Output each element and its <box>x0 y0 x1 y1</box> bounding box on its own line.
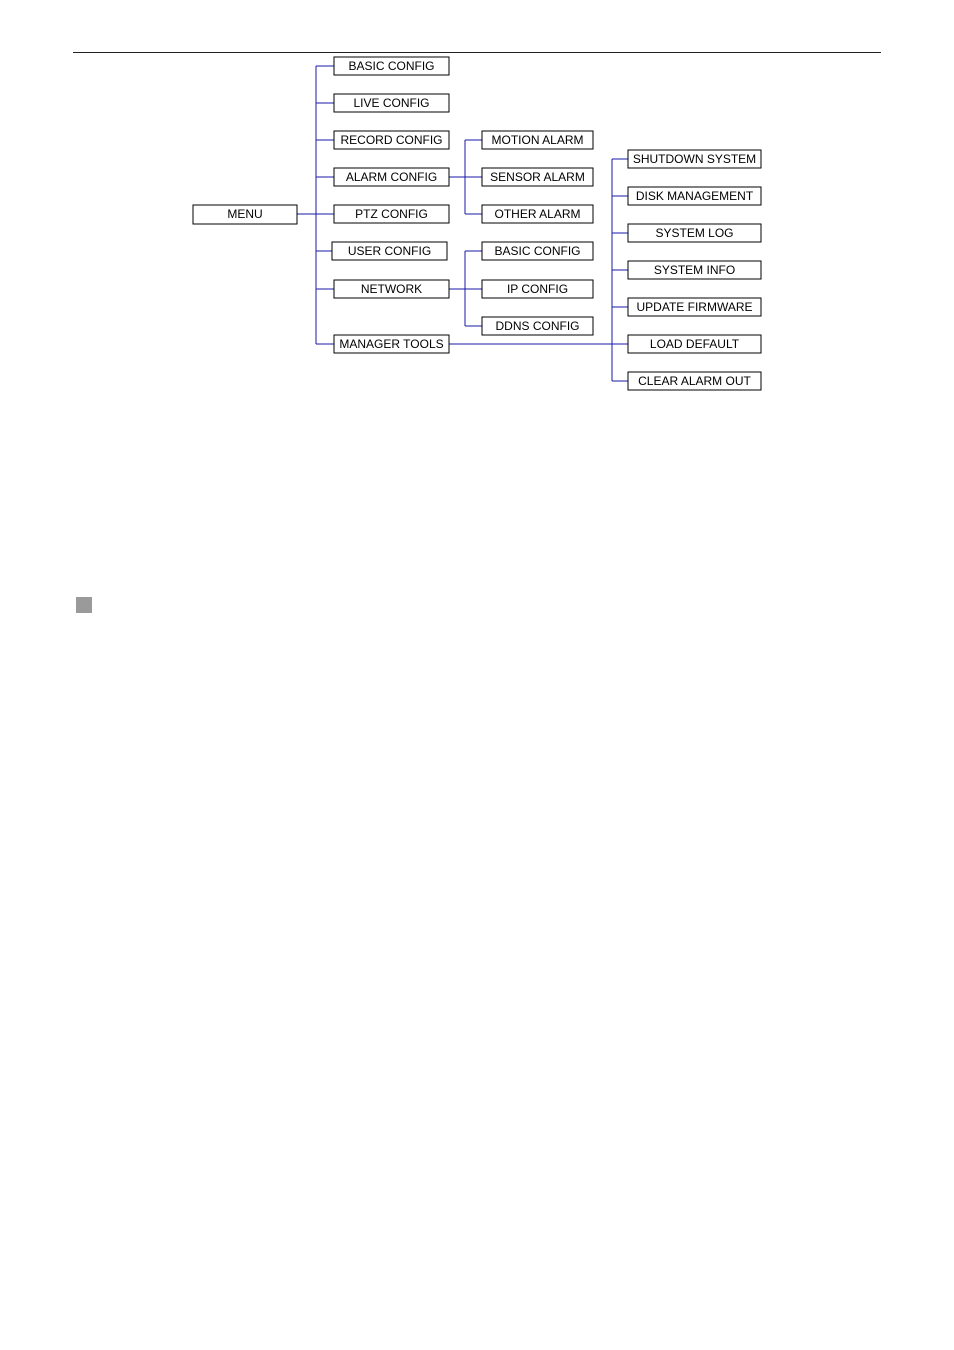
node-label: LOAD DEFAULT <box>649 337 740 351</box>
manager-tools-connectors <box>449 159 628 381</box>
node-label: CLEAR ALARM OUT <box>638 374 751 388</box>
node-sensor-alarm <box>482 168 593 186</box>
node-label: UPDATE FIRMWARE <box>636 300 753 314</box>
node-alarm-config <box>334 168 449 186</box>
node-menu-label: MENU <box>227 207 263 221</box>
node-label: BASIC CONFIG <box>348 59 435 73</box>
node-user-config <box>332 242 447 260</box>
node-load-default <box>628 335 761 353</box>
node-manager-tools <box>334 335 449 353</box>
menu-connectors <box>297 66 334 344</box>
node-basic-config <box>334 57 449 75</box>
node-motion-alarm <box>482 131 593 149</box>
node-clear-alarm-out <box>628 372 761 390</box>
menu-tree-diagram <box>0 0 954 420</box>
node-label: PTZ CONFIG <box>355 207 428 221</box>
node-label: SENSOR ALARM <box>490 170 585 184</box>
node-label: BASIC CONFIG <box>494 244 581 258</box>
node-ip-config <box>482 280 593 298</box>
node-network <box>334 280 449 298</box>
network-connectors <box>449 251 482 326</box>
node-record-config <box>334 131 449 149</box>
node-menu <box>193 205 297 224</box>
node-label: SYSTEM INFO <box>653 263 736 277</box>
node-label: IP CONFIG <box>506 282 569 296</box>
node-network-basic-config <box>482 242 593 260</box>
node-label: SHUTDOWN SYSTEM <box>632 152 757 166</box>
node-label: OTHER ALARM <box>494 207 581 221</box>
node-label: MOTION ALARM <box>491 133 584 147</box>
node-ptz-config <box>334 205 449 223</box>
node-label: MANAGER TOOLS <box>339 337 444 351</box>
node-label: SYSTEM LOG <box>655 226 734 240</box>
node-system-log <box>628 224 761 242</box>
node-live-config <box>334 94 449 112</box>
node-disk-management <box>628 187 761 205</box>
node-label: ALARM CONFIG <box>345 170 438 184</box>
node-update-firmware <box>628 298 761 316</box>
node-other-alarm <box>482 205 593 223</box>
node-ddns-config <box>482 317 593 335</box>
node-label: DDNS CONFIG <box>495 319 580 333</box>
node-label: DISK MANAGEMENT <box>635 189 754 203</box>
node-label: RECORD CONFIG <box>340 133 443 147</box>
node-label: NETWORK <box>360 282 423 296</box>
node-label: USER CONFIG <box>347 244 432 258</box>
alarm-connectors <box>449 140 482 214</box>
section-bullet-icon <box>76 597 92 613</box>
node-system-info <box>628 261 761 279</box>
node-label: LIVE CONFIG <box>353 96 430 110</box>
node-shutdown-system <box>628 150 761 168</box>
